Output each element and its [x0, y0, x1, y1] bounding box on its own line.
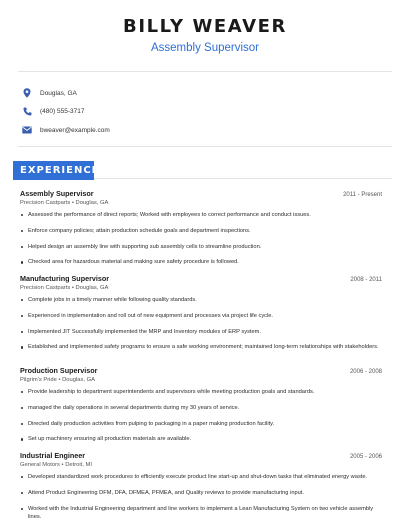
contact-list — [22, 84, 382, 140]
job-bullet: Provide leadership to department superintendents and supervisors while meeting production goals and standards. — [20, 388, 382, 397]
job-bullet: Experienced in implementation and roll out of new equipment and processes via project life cycle. — [20, 312, 382, 321]
experience-heading: EXPERIENCE — [20, 165, 100, 176]
job-company: Precision Castparts • Douglas, GA — [20, 285, 109, 291]
job-bullet: Implemented JIT Successfully implemented the MRP and Inventory modules of ERP system. — [20, 328, 382, 337]
contact-location — [22, 84, 382, 102]
candidate-title: Assembly Supervisor — [150, 42, 259, 54]
phone-icon — [22, 107, 32, 117]
location-pin-icon — [22, 88, 32, 98]
contact-phone-text: (480) 555-3717 — [40, 108, 85, 115]
job-entry — [20, 366, 382, 451]
job-title: Assembly Supervisor — [20, 189, 94, 198]
job-dates: 2005 - 2006 — [349, 454, 382, 460]
job-dates: 2011 - Present — [343, 192, 382, 198]
job-bullet: Helped design an assembly line with supporting sub assembly cells to streamline production. — [20, 243, 382, 252]
job-title: Manufacturing Supervisor — [20, 274, 110, 283]
job-entry — [20, 189, 382, 274]
job-bullets — [20, 296, 382, 352]
job-bullet: Set up machinery ensuring all production materials are available. — [20, 435, 382, 444]
job-bullets — [20, 473, 382, 522]
job-bullet: Attend Product Engineering DFM, DFA, DFMEA, PFMEA, and Quality reviews to provide manufacturing input. — [20, 489, 382, 498]
job-bullet: Assessed the performance of direct reports; Worked with employees to correct performance and conduct issues. — [20, 211, 382, 220]
job-company: Pilgrim's Pride • Douglas, GA — [20, 377, 95, 383]
job-bullets — [20, 211, 382, 267]
job-bullet: Enforce company policies; attain production schedule goals and department inspections. — [20, 227, 382, 236]
job-bullet: managed the daily operations in several departments during my 30 years of service. — [20, 404, 382, 413]
job-title: Industrial Engineer — [20, 451, 86, 460]
job-dates: 2008 - 2011 — [350, 277, 382, 283]
experience-divider — [94, 178, 392, 179]
job-bullet: Developed standardized work procedures to efficiently execute product line start-up and shut-down tasks that eliminated energy waste. — [20, 473, 382, 482]
job-bullet: Complete jobs in a timely manner while following quality standards. — [20, 296, 382, 305]
job-entry — [20, 451, 382, 529]
job-title: Production Supervisor — [20, 366, 98, 375]
contact-divider — [18, 146, 392, 147]
job-bullets — [20, 388, 382, 444]
job-company: Precision Castparts • Douglas, GA — [20, 200, 109, 206]
contact-email-text: bweaver@example.com — [40, 126, 110, 134]
job-entry — [20, 274, 382, 359]
header-divider — [18, 71, 392, 72]
contact-location-text: Douglas, GA — [40, 89, 77, 97]
job-dates: 2006 - 2008 — [349, 369, 382, 375]
candidate-name: BILLY WEAVER — [123, 16, 287, 37]
job-bullet: Worked with the Industrial Engineering department and line workers to implement a Lean Manufacturing System on two vehicle assembly lines. — [20, 505, 382, 522]
job-bullet: Checked area for hazardous material and making sure safety procedure is followed. — [20, 258, 382, 267]
contact-phone — [22, 103, 382, 121]
email-icon — [22, 125, 32, 135]
contact-email — [22, 121, 382, 139]
job-bullet: Established and implemented safety programs to ensure a safe working environment; maintained long-term relationships with stakeholders. — [20, 343, 382, 352]
resume-header — [0, 16, 410, 54]
job-bullet: Directed daily production activities from pulping to packaging in a paper making production facility. — [20, 420, 382, 429]
job-company: General Motors • Detroit, MI — [20, 462, 92, 468]
